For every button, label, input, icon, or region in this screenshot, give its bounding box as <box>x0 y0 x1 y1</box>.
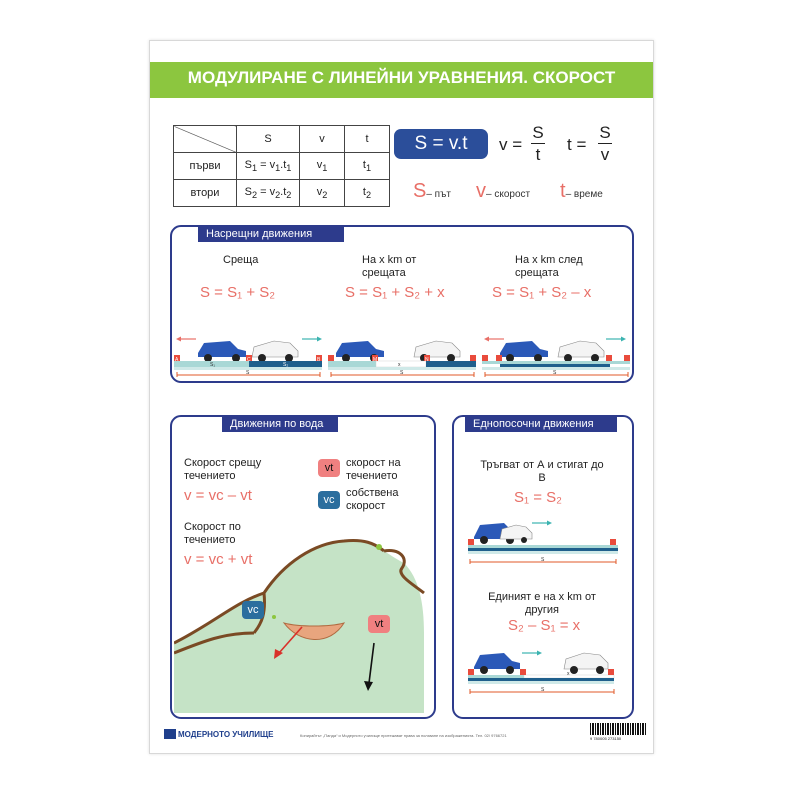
label-b: B <box>317 357 321 363</box>
vt-description: скорост на течението <box>346 457 401 482</box>
barcode <box>590 723 646 735</box>
panel-water-title: Движения по вода <box>222 416 338 432</box>
cell-t: $t_1$ <box>345 153 390 180</box>
table-header-s: S <box>237 126 300 153</box>
footer-note: Копирайтът „Панда“ и Модерното училище притежават права за ползване на изображенията. Тел. 02/ 9766721 <box>300 733 507 738</box>
v-formula-den: t <box>535 145 541 164</box>
river-illustration <box>174 523 430 713</box>
table-header-v: v <box>300 126 345 153</box>
row-label: втори <box>174 180 237 207</box>
table-row <box>174 153 390 180</box>
water-with-label: Скорост по течението <box>184 521 241 546</box>
label-x: x <box>398 362 401 368</box>
legend-s: S– път <box>413 180 451 202</box>
water-against-formula: v = vc – vt <box>184 487 252 504</box>
same-case2-heading: Единият е на x km от другия <box>488 591 596 616</box>
label-s2: S₂ <box>283 362 289 368</box>
label-s: S <box>246 370 250 376</box>
meet-case2-formula: S = S₁ + S₂ + x <box>345 284 445 301</box>
meet-case2-heading: На x km от срещата <box>362 254 417 279</box>
row-label: първи <box>174 153 237 180</box>
meet-case1-heading: Среща <box>223 254 259 266</box>
main-formula: S = v.t <box>394 129 488 159</box>
cell-v: $v_1$ <box>300 153 345 180</box>
meet-scene-3 <box>482 331 632 381</box>
table-row <box>174 180 390 207</box>
t-formula-num: S <box>599 123 611 142</box>
cell-t: $t_2$ <box>345 180 390 207</box>
label-a: A <box>175 357 179 363</box>
vc-badge: vc <box>318 491 340 509</box>
label-m: M <box>373 357 378 363</box>
barcode-number: 9 780005 273150 <box>590 736 622 741</box>
table-corner <box>174 126 237 153</box>
label-s: S <box>400 370 404 376</box>
logo-icon <box>164 729 176 739</box>
v-formula-left: v = <box>499 135 523 154</box>
label-s: S <box>553 370 557 376</box>
vc-badge: vc <box>242 601 264 619</box>
meet-case3-heading: На x km след срещата <box>515 254 583 279</box>
v-formula-num: S <box>532 123 544 142</box>
panel-meeting-title: Насрещни движения <box>198 226 344 242</box>
t-formula-den: v <box>600 145 610 164</box>
vt-badge: vt <box>318 459 340 477</box>
same-case2-formula: S₂ – S₁ = x <box>508 617 581 634</box>
label-s1: S₁ <box>210 362 216 368</box>
same-case1-formula: S₁ = S₂ <box>514 489 562 506</box>
page-title: МОДУЛИРАНЕ С ЛИНЕЙНИ УРАВНЕНИЯ. СКОРОСТ <box>187 68 616 87</box>
legend-v: v– скорост <box>476 180 531 202</box>
label-n: N <box>425 357 429 363</box>
same-case1-heading: Тръгват от А и стигат до В <box>480 459 604 484</box>
water-with-formula: v = vc + vt <box>184 551 253 568</box>
cell-v: $v_2$ <box>300 180 345 207</box>
label-c: C <box>247 357 251 363</box>
t-formula-left: t = <box>567 135 587 154</box>
meet-case1-formula: S = S₁ + S₂ <box>200 284 276 301</box>
label-s: S <box>541 557 545 563</box>
legend-t: t– време <box>560 180 603 202</box>
table-header-t: t <box>345 126 390 153</box>
svt-table <box>173 125 390 207</box>
panel-same-title: Еднопосочни движения <box>465 416 617 432</box>
footer-logo: МОДЕРНОТО УЧИЛИЩЕ <box>178 730 274 739</box>
cell-s: $S_2 = v_2.t_2$ <box>237 180 300 207</box>
label-s: S <box>541 687 545 693</box>
meet-case3-formula: S = S₁ + S₂ – x <box>492 284 592 301</box>
cell-s: $S_1 = v_1.t_1$ <box>237 153 300 180</box>
poster <box>149 40 654 754</box>
water-against-label: Скорост срещу течението <box>184 457 262 482</box>
vc-description: собствена скорост <box>346 487 399 512</box>
vt-badge: vt <box>368 615 390 633</box>
label-x: x <box>567 671 570 677</box>
